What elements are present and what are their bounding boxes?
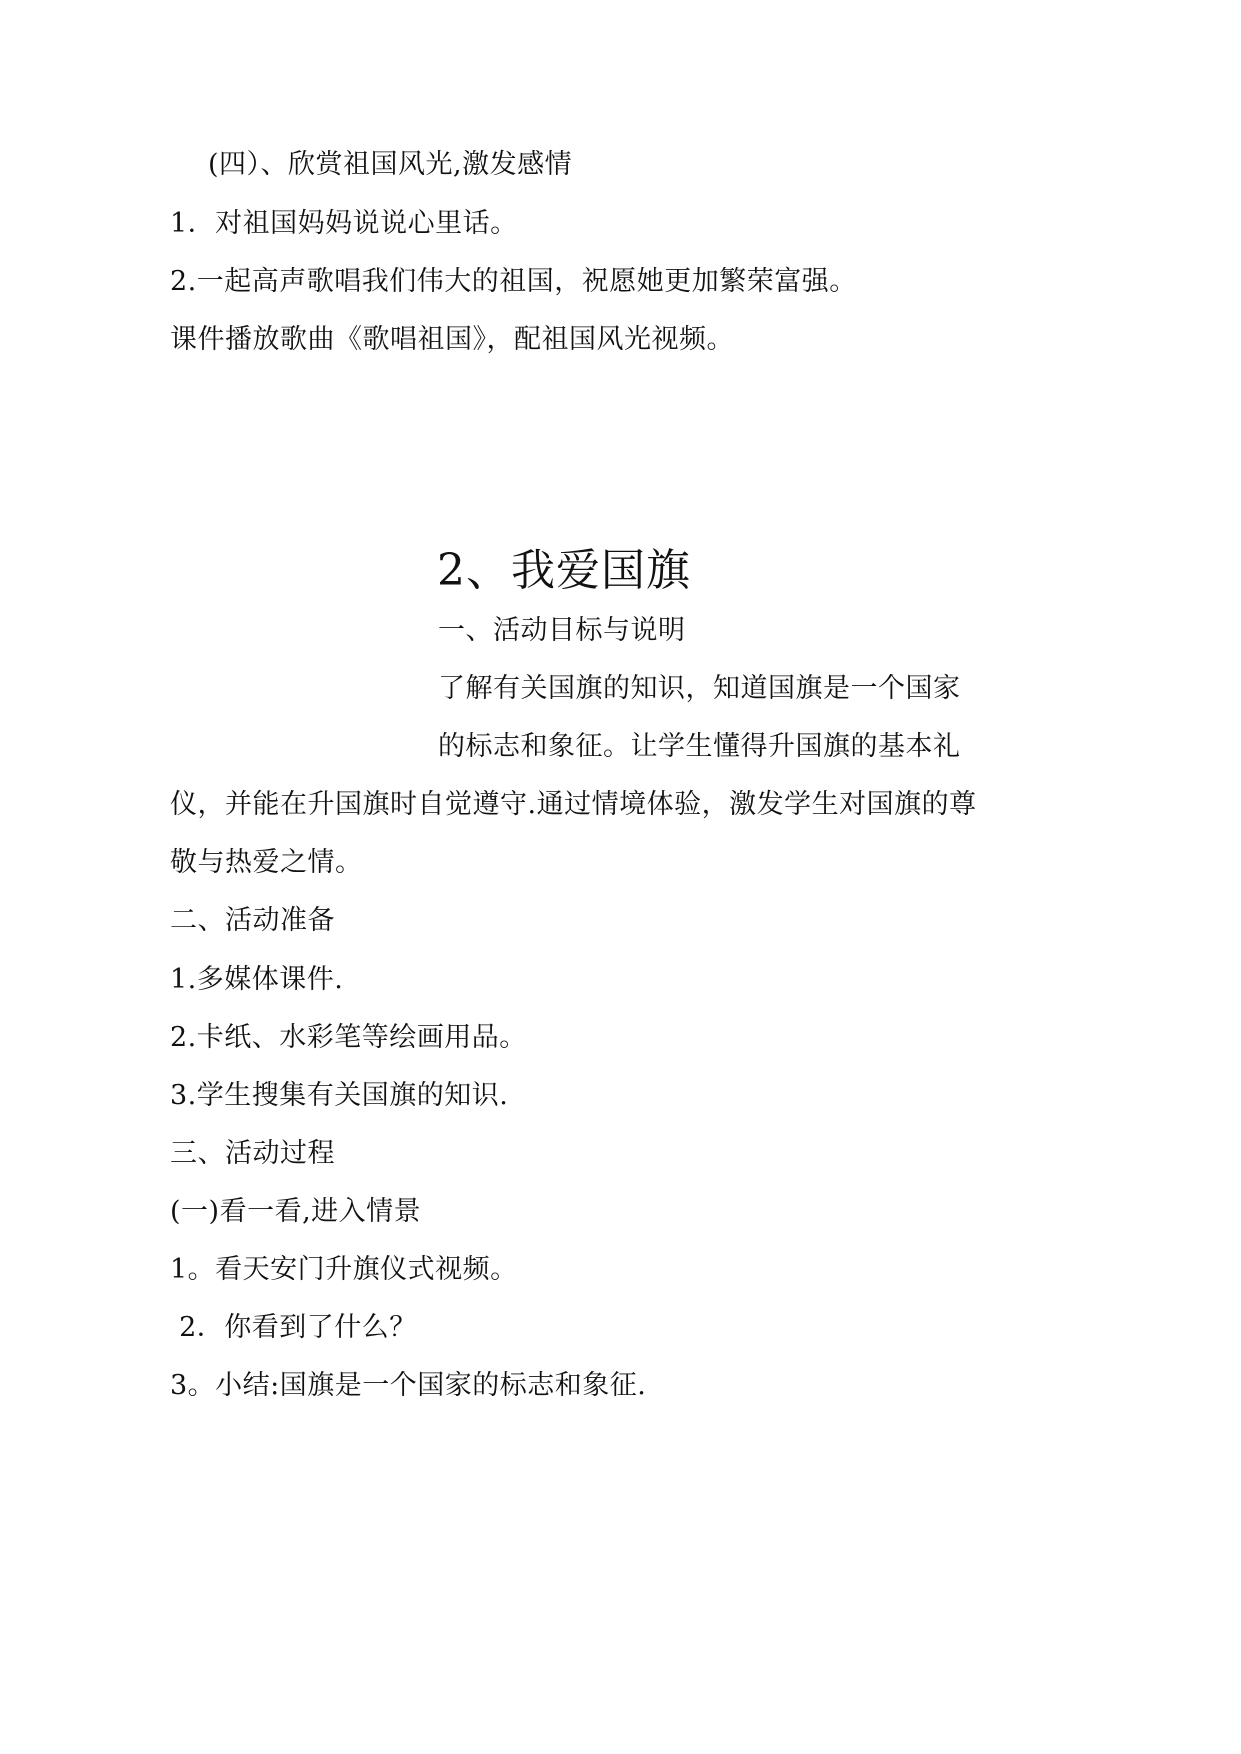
section-four-item-1: 1．对祖国妈妈说说心里话。 [170, 208, 518, 239]
process-heading: 三、活动过程 [170, 1138, 335, 1169]
goals-line-4: 敬与热爱之情。 [170, 847, 363, 878]
section-four-item-2: 2.一起高声歌唱我们伟大的祖国，祝愿她更加繁荣富强。 [170, 266, 857, 297]
section-four-heading: (四）、欣赏祖国风光,激发感情 [208, 149, 573, 180]
prep-item-3: 3.学生搜集有关国旗的知识. [170, 1080, 509, 1111]
prep-item-1: 1.多媒体课件. [170, 964, 344, 995]
goals-line-1: 了解有关国旗的知识，知道国旗是一个国家 [438, 673, 961, 704]
step-one-item-3: 3。小结:国旗是一个国家的标志和象征. [170, 1370, 647, 1401]
section-four-note: 课件播放歌曲《歌唱祖国》，配祖国风光视频。 [170, 324, 734, 355]
lesson-title: 2、我爱国旗 [437, 545, 691, 596]
prep-item-2: 2.卡纸、水彩笔等绘画用品。 [170, 1022, 527, 1053]
goals-line-2: 的标志和象征。让学生懂得升国旗的基本礼 [438, 731, 961, 762]
prep-heading: 二、活动准备 [170, 905, 335, 936]
step-one-item-2: 2．你看到了什么？ [170, 1312, 417, 1343]
step-one-heading: (一)看一看,进入情景 [170, 1196, 422, 1227]
goals-line-3: 仪，并能在升国旗时自觉遵守.通过情境体验，激发学生对国旗的尊 [170, 789, 977, 820]
goals-heading: 一、活动目标与说明 [438, 615, 686, 646]
step-one-item-1: 1。看天安门升旗仪式视频。 [170, 1254, 518, 1285]
